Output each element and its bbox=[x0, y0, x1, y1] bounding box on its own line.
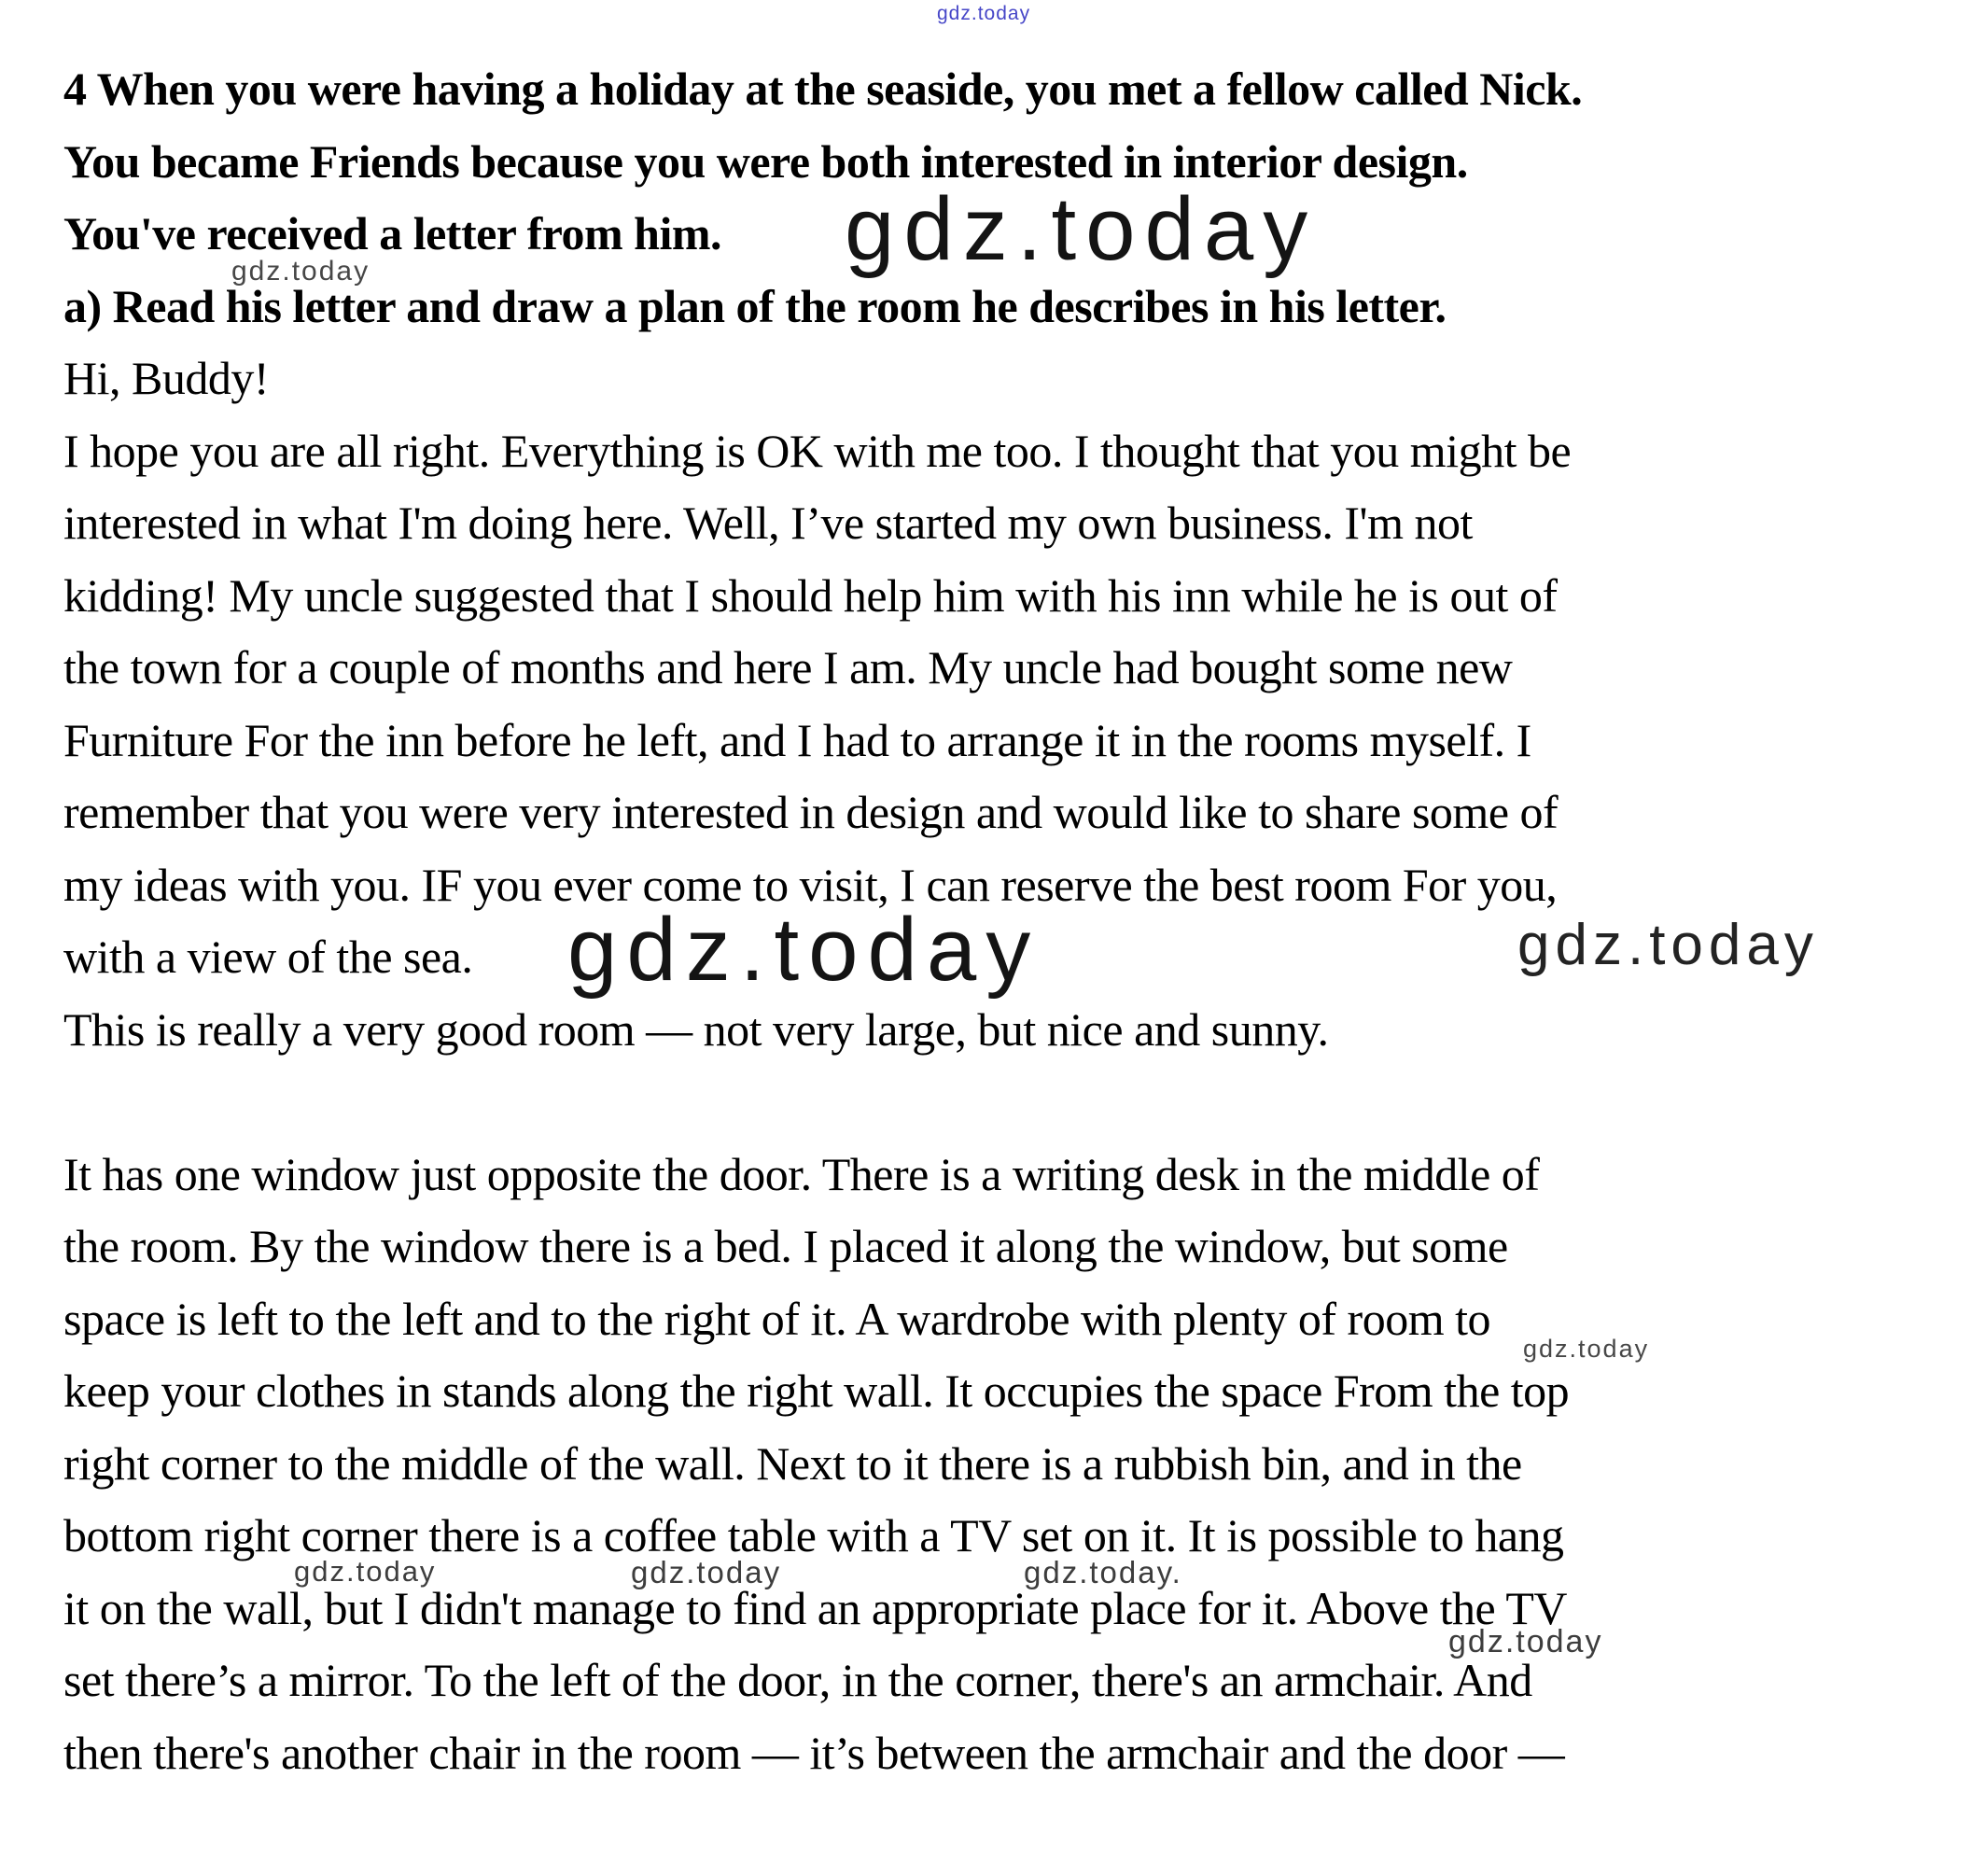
paragraph-gap bbox=[63, 1066, 1582, 1139]
letter-line: with a view of the sea. bbox=[63, 931, 473, 983]
watermark-row-small-c: gdz.today. bbox=[1024, 1555, 1182, 1589]
watermark-row-small-a: gdz.today bbox=[294, 1555, 437, 1588]
letter-line: kidding! My uncle suggested that I should help him with his inn while he is out of bbox=[63, 568, 1558, 622]
letter-line: the room. By the window there is a bed. I placed it along the window, but some bbox=[63, 1220, 1508, 1272]
watermark-top: gdz.today bbox=[937, 3, 1031, 24]
watermark-heading-small: gdz.today bbox=[231, 256, 370, 287]
letter-line: space is left to the left and to the right of it. A wardrobe with plenty of room to bbox=[63, 1292, 1490, 1345]
letter-line: the town for a couple of months and here I am. My uncle had bought some new bbox=[63, 641, 1513, 693]
letter-line: it on the wall, but I didn't manage to find an appropriate place for it. Above the TV bbox=[63, 1581, 1567, 1634]
letter-line: keep your clothes in stands along the right wall. It occupies the space From the top bbox=[63, 1365, 1570, 1417]
document-text bbox=[63, 0, 1582, 1789]
letter-line: then there's another chair in the room — it’s between the armchair and the door — bbox=[63, 1726, 1565, 1779]
letter-line: I hope you are all right. Everything is OK with me too. I thought that you might be bbox=[63, 424, 1572, 477]
letter-line: Furniture For the inn before he left, and I had to arrange it in the rooms myself. I bbox=[63, 713, 1531, 766]
letter-line: set there’s a mirror. To the left of the door, in the corner, there's an armchair. And bbox=[63, 1654, 1532, 1706]
watermark-sea-large: gdz.today bbox=[567, 900, 1041, 1000]
letter-line: right corner to the middle of the wall. Next to it there is a rubbish bin, and in the bbox=[63, 1436, 1522, 1490]
letter-line: interested in what I'm doing here. Well, I’ve started my own business. I'm not bbox=[63, 497, 1473, 549]
watermark-tv-small: gdz.today bbox=[1448, 1624, 1603, 1659]
greeting-line: Hi, Buddy! bbox=[63, 352, 269, 404]
heading-line-1: 4 When you were having a holiday at the seaside, you met a fellow called Nick. bbox=[63, 63, 1583, 115]
letter-line: my ideas with you. IF you ever come to visit, I can reserve the best room For you, bbox=[63, 858, 1558, 911]
heading-line-2: You became Friends because you were both interested in interior design. bbox=[63, 134, 1468, 188]
letter-line: This is really a very good room — not very large, but nice and sunny. bbox=[63, 1002, 1329, 1056]
letter-line: It has one window just opposite the door. There is a writing desk in the middle of bbox=[63, 1147, 1540, 1200]
letter-line: remember that you were very interested in design and would like to share some of bbox=[63, 786, 1559, 838]
watermark-wardrobe-small: gdz.today bbox=[1523, 1335, 1650, 1363]
watermark-heading-large: gdz.today bbox=[845, 179, 1318, 279]
task-line: a) Read his letter and draw a plan of the room he describes in his letter. bbox=[63, 279, 1447, 332]
watermark-row-small-b: gdz.today bbox=[631, 1555, 782, 1589]
watermark-sea-right: gdz.today bbox=[1517, 913, 1819, 977]
letter-line: bottom right corner there is a coffee table with a TV set on it. It is possible to hang bbox=[63, 1509, 1564, 1561]
heading-line-3: You've received a letter from him. bbox=[63, 207, 722, 259]
